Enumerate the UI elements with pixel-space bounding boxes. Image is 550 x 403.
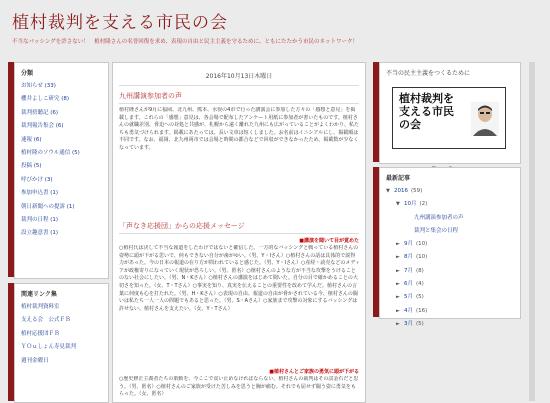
archive-item[interactable]: [386, 305, 520, 318]
category-link[interactable]: 参加申込書 (1): [21, 190, 59, 197]
archive-label: 裁判と集会の日程: [414, 227, 459, 234]
links-list: [15, 301, 108, 368]
archive-count: (10): [416, 241, 428, 248]
divider: [119, 85, 359, 86]
categories-list: [15, 80, 108, 241]
archive-count: (5): [416, 294, 424, 301]
collapsed-arrow-icon[interactable]: ►: [396, 281, 400, 288]
archive-label: 3月: [404, 320, 413, 327]
links-title: 関連リンク集: [21, 291, 57, 298]
collapsed-arrow-icon[interactable]: ►: [396, 294, 400, 301]
collapsed-arrow-icon[interactable]: ►: [396, 267, 400, 274]
divider: [119, 103, 359, 104]
archive-label: 6月: [404, 281, 413, 288]
archive-item[interactable]: [386, 265, 520, 278]
categories-title: 分類: [21, 70, 34, 77]
related-link[interactable]: ＹＯｕしょん寿見裁判: [21, 344, 77, 351]
related-link[interactable]: 支える会 公式ＦＢ: [21, 317, 71, 324]
archive-item[interactable]: [386, 291, 520, 304]
archive-item[interactable]: [386, 278, 520, 291]
post-intro: 植村隆さんが9月に福岡、北九州、熊本、水俣の4市で行った講演会に参加した方々の「感想と意見」を掲載します。これらの「感想」意見は、各会場で配布したアンケート用紙に参加者が書いたものです。植村さんの就職差別、脅迫への対処と共感が、札幌から遠く離れた九州にも広がっていることがよくわかり、私たちも勇気づけられます。掲載にあたっては、長い文章は短くしました。お名前はイニシアルにし、掲載順は不同です。なお、福岡、北九州両市では会場と時間の都合などで回収ができなかったため、掲載数が少なくなっています。: [119, 107, 360, 151]
archive-item[interactable]: [386, 318, 520, 331]
section-title: 「声なき応援団」からの応援メッセージ: [119, 222, 245, 230]
archive-item[interactable]: [386, 185, 520, 198]
archive-label: 九州講演参加者の声: [414, 214, 464, 221]
divider: [119, 233, 359, 234]
archive-item[interactable]: [386, 225, 520, 238]
archive-label: 10月: [404, 201, 417, 208]
red-heading: ■講演を聞いて目が覚めた: [299, 238, 359, 244]
comments-block: ○歴史修正主義者たちの策動を、今ここで食い止めなければならない。植村さんの裁判はその試金石だと思う。（男、匿名）○植村さんのご家族が受けた苦しみを思うと胸が痛む。それでも屈せず闘う姿に勇気をもらった。（女、匿名）: [119, 376, 359, 398]
red-heading: ■植村さんとご家族の勇気に頭が下がる: [269, 369, 359, 375]
archive-item[interactable]: [386, 212, 520, 225]
post-title[interactable]: 九州講演参加者の声: [119, 92, 182, 100]
blog-header: [0, 0, 550, 55]
banner-widget: [379, 62, 521, 164]
archive-label: 2016: [394, 188, 408, 194]
page-scrollbar[interactable]: [529, 62, 535, 401]
person-avatar-icon: [471, 102, 499, 136]
category-link[interactable]: 速報 (6): [21, 136, 42, 143]
collapsed-arrow-icon[interactable]: ►: [396, 320, 400, 327]
collapsed-arrow-icon[interactable]: ►: [396, 307, 400, 314]
comments-block: ○植村氏は決して不当な報道をしたわけではないと確信した。一方的なバッシングと戦っている植村さんの姿勢に頭が下がる思いで、何もできない自分が歯がゆい。（男、Y・Iさん）○植村さんの話は具体的で説得力があった。今の日本の報道の在り方が問われていると感じた。（男、Y・Iさん）○産経・読売などのメディアが政権寄りになっていく現状が恐ろしい。（男、匿名）○植村さんのような方が不当な攻撃をうけることのない社会にしたい。（男、N・Kさん）○植村さんの講演をはじめて聞いた。自分の目で確かめることの大切さを知った。（女、T・Tさん）○事実を知り、真実を伝えることの重要性を改めて学んだ。植村さんの言葉に何度も心を打たれた。（男、H・Kさん）○表現の自由、報道の自由が脅かされている今、植村さんの闘いは私たち一人一人の問題でもあると思った。（男、S・Aさん）○家族まで攻撃の対象にするバッシングは許せない。植村さんを支えたい。（女、Y・Tさん）: [119, 245, 360, 312]
category-link[interactable]: お知らせ (33): [21, 83, 56, 89]
archive-item[interactable]: [386, 198, 520, 211]
group-logo[interactable]: [392, 87, 506, 149]
category-link[interactable]: 裁判の日程 (1): [21, 216, 59, 223]
archive-count: (2): [419, 201, 428, 208]
archive-tree: [380, 185, 520, 331]
collapsed-arrow-icon[interactable]: ►: [396, 241, 400, 248]
main-post: [112, 62, 366, 403]
category-link[interactable]: 裁判報告集会 (6): [21, 123, 64, 130]
archive-count: (5): [416, 320, 424, 327]
logo-text: 植村裁判を支える市民の会: [399, 92, 454, 131]
banner-title: 不当の民主主義をつくるために: [386, 70, 471, 77]
archive-label: 4月: [404, 307, 413, 314]
archive-count: (4): [416, 281, 424, 288]
archive-label: 9月: [404, 241, 413, 248]
archive-count: (8): [416, 267, 424, 274]
archive-item[interactable]: [386, 238, 520, 251]
expanded-arrow-icon[interactable]: ▼: [386, 188, 390, 194]
category-link[interactable]: 朝日新聞への提訴 (1): [21, 203, 75, 210]
collapsed-arrow-icon[interactable]: ►: [396, 254, 400, 261]
category-link[interactable]: 櫻井よしこ研究 (8): [21, 96, 70, 103]
categories-widget: [14, 62, 109, 279]
archive-count: (10): [416, 254, 428, 261]
related-link[interactable]: 週刊金曜日: [21, 357, 49, 364]
archive-count: (59): [411, 188, 423, 194]
related-link[interactable]: 植村裁判資料室: [21, 304, 60, 310]
archive-label: 7月: [404, 267, 413, 274]
category-link[interactable]: 投稿 (5): [21, 163, 42, 170]
category-link[interactable]: 裁判傍聴記 (6): [21, 109, 59, 116]
archive-label: 8月: [404, 254, 413, 261]
archive-item[interactable]: [386, 251, 520, 264]
category-link[interactable]: 呼びかけ (3): [21, 176, 53, 183]
links-widget: [14, 283, 109, 403]
post-date: 2016年10月13日木曜日: [205, 73, 273, 80]
related-link[interactable]: 植村応援団ＦＢ: [21, 330, 60, 337]
archive-widget: [379, 167, 521, 327]
site-title[interactable]: 植村裁判を支える市民の会: [12, 13, 228, 33]
site-description: 不当なバッシングを許さない！ 植村隆さんの名誉回復を求め、表現の自由と民主主義を守るために、ともにたたかう市民のネットワーク！: [12, 39, 359, 45]
category-link[interactable]: 植村隆のソウル通信 (5): [21, 149, 80, 156]
archive-label: 5月: [404, 294, 413, 301]
recent-title: 最新記事: [386, 175, 411, 182]
category-link[interactable]: 設立趣意書 (1): [21, 230, 59, 237]
archive-count: (16): [416, 307, 428, 314]
expanded-arrow-icon[interactable]: ▼: [396, 201, 400, 208]
